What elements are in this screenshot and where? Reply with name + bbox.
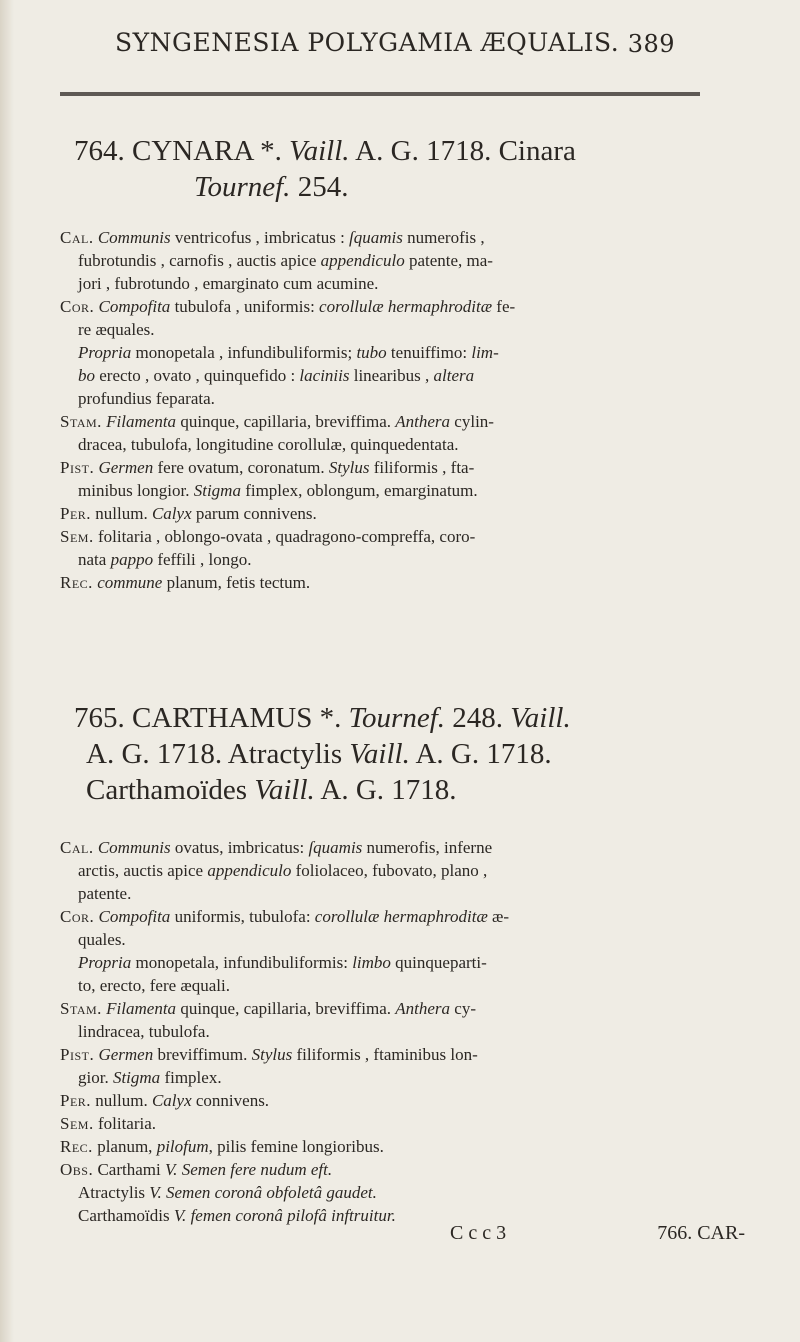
text-run: fimplex, oblongum, emarginatum. <box>240 481 478 500</box>
text-run: monopetala , infundibuliformis; <box>131 343 357 362</box>
italic-term: Semen fere nudum eft. <box>181 1160 333 1179</box>
text-line <box>60 974 760 997</box>
text-line <box>60 548 760 571</box>
italic-term: Stigma <box>193 481 241 500</box>
text-run: Rec. <box>60 573 93 592</box>
text-run: breviffimum. <box>153 1045 252 1064</box>
text-run: Sem. folitaria. <box>60 1114 157 1133</box>
text-run: lindracea, tubulofa. <box>78 1022 210 1041</box>
text-run: cylin- <box>450 412 494 431</box>
italic-term: Filamenta <box>106 999 177 1018</box>
text-run: monopetala, infundibuliformis: <box>131 953 353 972</box>
text-line <box>60 1135 760 1158</box>
italic-term: Germen <box>98 1045 154 1064</box>
italic-term: Compofita <box>98 907 171 926</box>
text-run: Cal. <box>60 228 94 247</box>
text-run: to, erecto, fere æquali. <box>78 976 230 995</box>
text-run: , pilis femine longioribus. <box>208 1137 384 1156</box>
text-line <box>60 571 760 594</box>
italic-term: Stylus <box>251 1045 293 1064</box>
text-run: quales. <box>78 930 126 949</box>
text-run: filiformis , fta- <box>369 458 475 477</box>
text-line <box>60 226 760 249</box>
italic-term: altera <box>433 366 475 385</box>
text-run: gior. <box>78 1068 113 1087</box>
text-line <box>60 1112 760 1135</box>
text-run: foliolaceo, fubovato, plano , <box>291 861 488 880</box>
italic-term: Semen coronâ obfoletâ gaudet. <box>166 1183 377 1202</box>
text-line <box>60 341 760 364</box>
text-line <box>60 1043 760 1066</box>
italic-term: ſquamis <box>308 838 363 857</box>
italic-term: Propria <box>78 343 132 362</box>
signature-mark: C c c 3 <box>450 1222 507 1244</box>
text-line <box>60 525 760 548</box>
italic-term: laciniis <box>299 366 350 385</box>
text-run: ventricofus , imbricatus : <box>170 228 350 247</box>
italic-term: appendiculo <box>320 251 405 270</box>
italic-term: Communis <box>97 838 171 857</box>
running-header <box>115 28 675 57</box>
text-run: numerofis , <box>402 228 485 247</box>
text-run: minibus longior. <box>78 481 194 500</box>
text-run: Pist. <box>60 458 95 477</box>
italic-term: limbo <box>352 953 391 972</box>
text-run: æ- <box>487 907 510 926</box>
text-run: tubulofa , uniformis: <box>170 297 320 316</box>
header-rule <box>60 92 700 96</box>
text-run: quinque, capillaria, breviffima. <box>176 412 396 431</box>
entry-765-description <box>60 836 760 1227</box>
text-run: re æquales. <box>78 320 155 339</box>
italic-term: lim- <box>471 343 499 362</box>
text-line <box>60 479 760 502</box>
entry-765-title: 765. CARTHAMUS *. Tournef. 248. Vaill. A. G. 1718. Atractylis Vaill. A. G. 1718. Carthamoïdes Vaill. A. G. 1718. <box>74 702 571 806</box>
text-run: patente, ma- <box>404 251 493 270</box>
text-run: filiformis , ftaminibus lon- <box>292 1045 478 1064</box>
text-run: planum, fetis tectum. <box>162 573 311 592</box>
text-run: erecto , ovato , quinquefido : <box>95 366 300 385</box>
text-line <box>60 951 760 974</box>
italic-term: Stylus <box>328 458 370 477</box>
text-run: fubrotundis , carnofis , auctis apice <box>78 251 321 270</box>
text-run: quinqueparti- <box>390 953 487 972</box>
text-run: fere ovatum, coronatum. <box>153 458 329 477</box>
text-line <box>60 997 760 1020</box>
text-line <box>60 1020 760 1043</box>
text-run: patente. <box>78 884 132 903</box>
italic-term: ſquamis <box>349 228 403 247</box>
text-run: connivens. <box>191 1091 270 1110</box>
text-line <box>60 410 760 433</box>
text-line <box>60 1158 760 1181</box>
text-run: ovatus, imbricatus: <box>170 838 309 857</box>
italic-term: appendiculo <box>207 861 292 880</box>
text-line <box>60 456 760 479</box>
italic-term: Calyx <box>151 504 192 523</box>
text-run: Cor. <box>60 907 95 926</box>
italic-term: femen coronâ pilofâ inftruitur. <box>190 1206 396 1225</box>
italic-term: corollulæ hermaphroditæ <box>314 907 488 926</box>
text-run: Sem. folitaria , oblongo-ovata , quadragono-compreffa, coro- <box>60 527 476 546</box>
text-line <box>60 1204 760 1227</box>
text-line <box>60 502 760 525</box>
catchword: 766. CAR- <box>657 1222 745 1244</box>
text-run: Per. nullum. <box>60 1091 152 1110</box>
text-line <box>60 1066 760 1089</box>
text-run: Per. nullum. <box>60 504 152 523</box>
text-run: cy- <box>450 999 477 1018</box>
text-run: Stam. <box>60 999 102 1018</box>
text-run: tenuiffimo: <box>386 343 472 362</box>
italic-term: commune <box>97 573 163 592</box>
text-run: arctis, auctis apice <box>78 861 208 880</box>
italic-term: corollulæ hermaphroditæ <box>319 297 493 316</box>
text-run: quinque, capillaria, breviffima. <box>176 999 396 1018</box>
text-run: nata <box>78 550 111 569</box>
text-run: Rec. planum, <box>60 1137 157 1156</box>
italic-term: Communis <box>97 228 171 247</box>
text-line <box>60 364 760 387</box>
text-line <box>60 1181 760 1204</box>
entry-764-description <box>60 226 760 594</box>
text-run: parum connivens. <box>191 504 317 523</box>
text-line <box>60 318 760 341</box>
text-run: dracea, tubulofa, longitudine corollulæ, quinquedentata. <box>78 435 459 454</box>
text-line <box>60 387 760 410</box>
text-line <box>60 1089 760 1112</box>
text-run: Pist. <box>60 1045 95 1064</box>
italic-term: Propria <box>78 953 132 972</box>
italic-term: Filamenta <box>106 412 177 431</box>
text-run: Obs. Carthami <box>60 1160 165 1179</box>
text-run: Cor. <box>60 297 95 316</box>
entry-764-title: 764. CYNARA *. Vaill. A. G. 1718. Cinara Tournef. 254. <box>74 135 576 203</box>
page-number: 389 <box>627 30 675 58</box>
running-title: SYNGENESIA POLYGAMIA ÆQUALIS. <box>115 28 620 57</box>
italic-term: V. <box>149 1183 162 1202</box>
text-run: uniformis, tubulofa: <box>170 907 315 926</box>
text-line <box>60 928 760 951</box>
text-run: jori , fubrotundo , emarginato cum acumine. <box>78 274 379 293</box>
italic-term: Calyx <box>151 1091 192 1110</box>
italic-term: tubo <box>356 343 387 362</box>
text-line <box>60 249 760 272</box>
text-line <box>60 882 760 905</box>
text-run: Carthamoïdis <box>78 1206 174 1225</box>
italic-term: Compofita <box>98 297 171 316</box>
italic-term: V. <box>173 1206 187 1225</box>
italic-term: pappo <box>110 550 154 569</box>
italic-term: Anthera <box>395 412 451 431</box>
text-run: fimplex. <box>160 1068 222 1087</box>
text-run: numerofis, inferne <box>362 838 493 857</box>
text-run: Stam. <box>60 412 102 431</box>
text-line <box>60 905 760 928</box>
text-line <box>60 295 760 318</box>
italic-term: Germen <box>98 458 154 477</box>
text-run: profundius feparata. <box>78 389 215 408</box>
text-line <box>60 859 760 882</box>
text-line <box>60 433 760 456</box>
text-run: linearibus , <box>349 366 434 385</box>
italic-term: Anthera <box>395 999 451 1018</box>
text-run: feffili , longo. <box>153 550 252 569</box>
text-run: Atractylis <box>78 1183 150 1202</box>
italic-term: pilofum <box>156 1137 209 1156</box>
text-line <box>60 272 760 295</box>
text-line <box>60 836 760 859</box>
italic-term: bo <box>78 366 95 385</box>
page-edge-shadow <box>0 0 14 1342</box>
italic-term: V. <box>164 1160 178 1179</box>
text-run: Cal. <box>60 838 94 857</box>
text-run: fe- <box>492 297 516 316</box>
italic-term: Stigma <box>112 1068 161 1087</box>
